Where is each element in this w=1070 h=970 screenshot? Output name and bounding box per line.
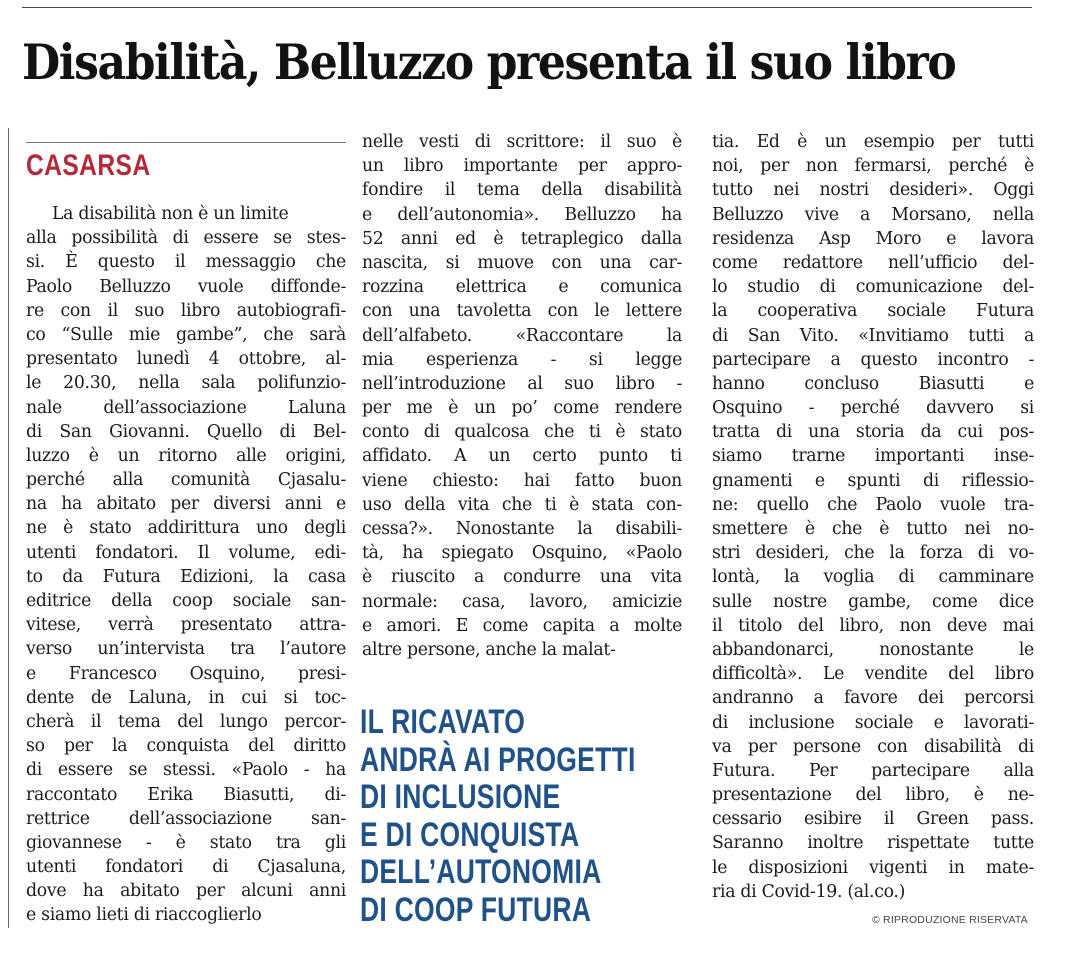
pull-quote-line: ANDRÀ AI PROGETTI (360, 740, 636, 779)
article-line: per me è un po’ come rendere (362, 398, 682, 419)
article-line: lontà, la voglia di camminare (712, 567, 1034, 588)
article-line: viene chiesto: hai fatto buon (362, 470, 682, 491)
article-line: luzzo è un ritorno alle origini, (26, 445, 346, 466)
article-line: raccontato Erika Biasutti, di- (26, 784, 346, 805)
article-line: tratta di una storia da cui pos- (712, 422, 1034, 443)
article-line: dove ha abitato per alcuni anni (26, 881, 346, 902)
article-line: re con il suo libro autobiografi- (26, 300, 346, 321)
article-line: andranno a favore dei percorsi (712, 688, 1034, 709)
article-line: e amori. E come capita a molte (362, 615, 682, 636)
article-line: Futura. Per partecipare alla (712, 760, 1034, 781)
article-line: e dell’autonomia». Belluzzo ha (362, 204, 682, 225)
article-line: normale: casa, lavoro, amicizie (362, 591, 682, 612)
article-line: co “Sulle mie gambe”, che sarà (26, 324, 346, 345)
column-rule (8, 128, 9, 928)
article-line: rozzina elettrica e comunica (362, 277, 682, 298)
article-line: cherà il tema del lungo percor- (26, 711, 346, 732)
article-line: presentazione del libro, è ne- (712, 785, 1034, 806)
article-line: affidato. A un certo punto ti (362, 446, 682, 467)
article-line: come redattore nell’ufficio del- (712, 252, 1034, 273)
article-line: il titolo del libro, non deve mai (712, 615, 1034, 636)
article-line: tia. Ed è un esempio per tutti (712, 132, 1034, 152)
article-line: tà, ha spiegato Osquino, «Paolo (362, 543, 682, 564)
article-line: Belluzzo vive a Morsano, nella (712, 204, 1034, 225)
article-line: nell’introduzione al suo libro - (362, 373, 682, 394)
article-line: utenti fondatori. Il volume, edi- (26, 542, 346, 563)
article-column-1 (26, 202, 346, 928)
article-line: ne è stato addirittura uno degli (26, 518, 346, 539)
article-line: siamo trarne importanti inse- (712, 446, 1034, 467)
article-line: e Francesco Osquino, presi- (26, 663, 346, 684)
article-line: residenza Asp Moro e lavora (712, 228, 1034, 249)
article-column-2 (362, 130, 682, 662)
article-line: utenti fondatori di Cjasaluna, (26, 857, 346, 878)
article-line: le disposizioni vigenti in mate- (712, 857, 1034, 878)
headline: Disabilità, Belluzzo presenta il suo libro (22, 33, 956, 91)
article-line: ne: quello che Paolo vuole tra- (712, 494, 1034, 515)
article-line: ria di Covid-19. (al.co.) (712, 881, 906, 902)
article-line: la cooperativa sociale Futura (712, 301, 1034, 322)
pull-quote-line: E DI CONQUISTA (360, 815, 580, 854)
article-line: na ha abitato per diversi anni e (26, 494, 346, 515)
article-line: nelle vesti di scrittore: il suo è (362, 132, 682, 152)
article-line: rettrice dell’associazione san- (26, 808, 346, 829)
article-line: 52 anni ed è tetraplegico dalla (362, 228, 682, 249)
article-line: di essere se stessi. «Paolo - ha (26, 760, 346, 781)
article-line: va per persone con disabilità di (712, 736, 1034, 757)
article-line: to da Futura Edizioni, la casa (26, 566, 346, 587)
pull-quote-line: DI INCLUSIONE (360, 778, 561, 816)
article-line: La disabilità non è un limite (52, 204, 289, 224)
top-rule (22, 7, 1032, 8)
article-line: dell’alfabeto. «Raccontare la (362, 325, 682, 346)
article-line: so per la conquista del diritto (26, 736, 346, 757)
article-line: Paolo Belluzzo vuole diffonde- (26, 276, 346, 297)
article-line: cessa?». Nonostante la disabili- (362, 519, 682, 539)
article-line: perché alla comunità Cjasalu- (26, 470, 346, 491)
article-line: dente de Laluna, in cui si toc- (26, 687, 346, 708)
article-line: cessario esibire il Green pass. (712, 809, 1034, 830)
article-line: Osquino - perché davvero si (712, 398, 1034, 419)
article-line: smettere è che è tutto nei no- (712, 519, 1034, 539)
article-line: altre persone, anche la malat- (362, 639, 616, 660)
article-line: nascita, si muove con una car- (362, 252, 682, 273)
article-line: è riuscito a condurre una vita (362, 567, 682, 588)
article-line: editrice della coop sociale san- (26, 591, 346, 611)
article-line: lo studio di comunicazione del- (712, 277, 1034, 298)
article-line: nale dell’associazione Laluna (26, 397, 346, 418)
article-line: alla possibilità di essere se stes- (26, 228, 346, 249)
article-line: di San Vito. «Invitiamo tutti a (712, 325, 1034, 346)
article-line: partecipare a questo incontro - (712, 349, 1034, 370)
article-line: presentato lunedì 4 ottobre, al- (26, 349, 346, 370)
copyright-notice: © RIPRODUZIONE RISERVATA (872, 914, 1028, 926)
article-line: verso un’intervista tra l’autore (26, 639, 346, 660)
article-line: uso della vita che ti è stata con- (362, 494, 682, 515)
article-line: sulle nostre gambe, come dice (712, 591, 1034, 612)
article-column-3 (712, 130, 1034, 904)
article-line: difficoltà». Le vendite del libro (712, 664, 1034, 685)
article-line: di San Giovanni. Quello di Bel- (26, 421, 346, 442)
article-line: Saranno inoltre rispettate tutte (712, 833, 1034, 854)
article-line: conto di qualcosa che ti è stato (362, 422, 682, 443)
article-line: di inclusione sociale e lavorati- (712, 712, 1034, 733)
kicker-rule (26, 142, 346, 143)
article-line: e siamo lieti di riaccoglierlo (26, 905, 262, 926)
article-line: gnamenti e spunti di riflessio- (712, 470, 1034, 491)
article-line: giovannese - è stato tra gli (26, 832, 346, 853)
pull-quote-line: DI COOP FUTURA (360, 890, 592, 929)
pull-quote-line: DELL’AUTONOMIA (360, 853, 602, 891)
article-line: hanno concluso Biasutti e (712, 373, 1034, 394)
article-line: si. È questo il messaggio che (26, 252, 346, 273)
pull-quote-line: IL RICAVATO (360, 703, 526, 741)
article-line: un libro importante per appro- (362, 156, 682, 177)
article-line: abbandonarci, nonostante le (712, 639, 1034, 660)
article-line: fondire il tema della disabilità (362, 180, 682, 201)
pull-quote (360, 704, 641, 929)
article-line: le 20.30, nella sala polifunzio- (26, 373, 346, 394)
article-line: mia esperienza - si legge (362, 349, 682, 370)
article-line: con una tavoletta con le lettere (362, 301, 682, 322)
article-line: noi, per non fermarsi, perché è (712, 156, 1034, 177)
article-line: vitese, verrà presentato attra- (26, 615, 346, 636)
kicker-location: CASARSA (26, 149, 151, 182)
article-line: tutto nei nostri desideri». Oggi (712, 180, 1034, 201)
article-line: stri desideri, che la forza di vo- (712, 543, 1034, 564)
